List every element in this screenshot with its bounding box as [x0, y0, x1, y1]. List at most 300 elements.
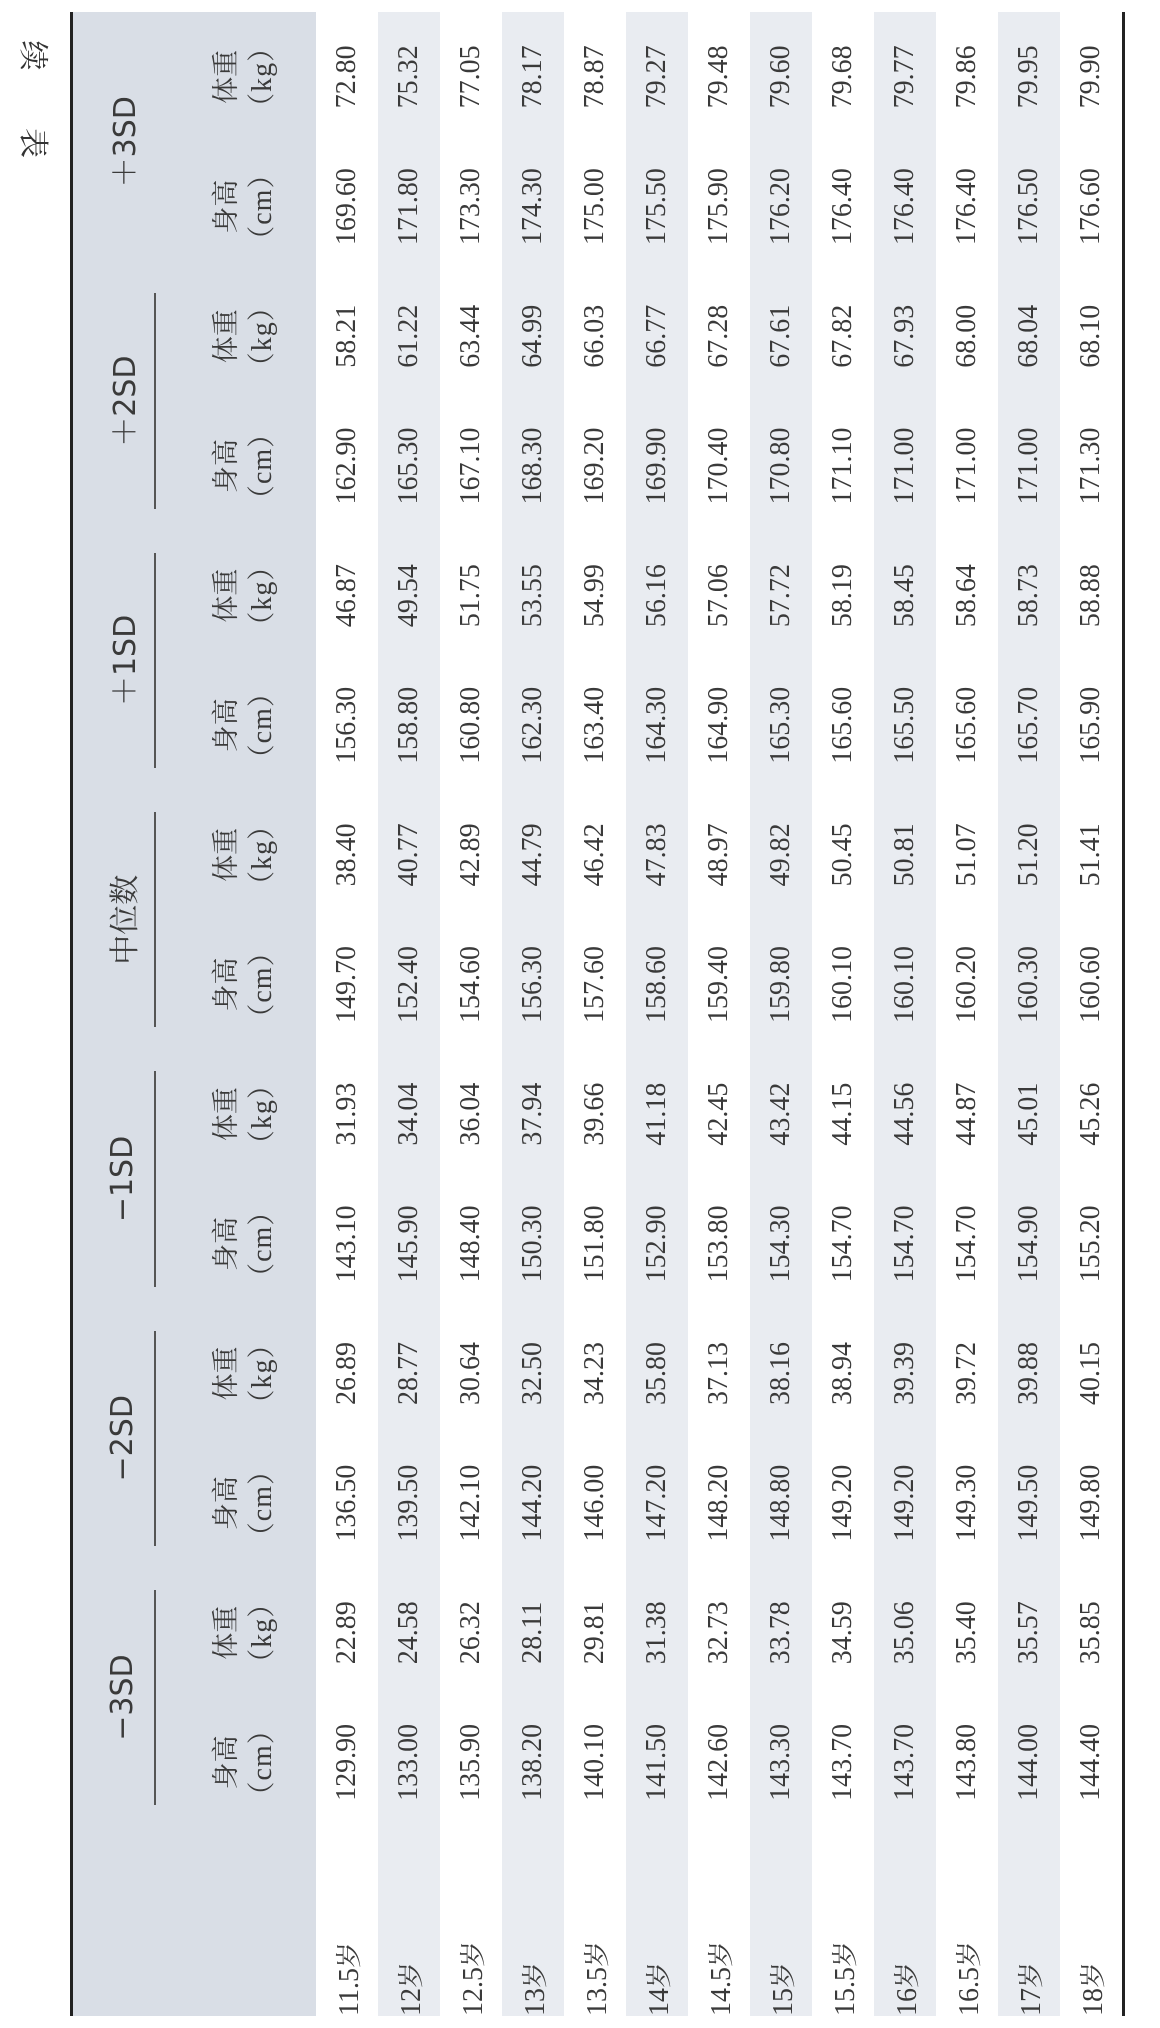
- header-group-row: [70, 12, 174, 2016]
- weight-value-cell: 79.48: [688, 12, 750, 142]
- weight-value-cell: 22.89: [316, 1568, 378, 1698]
- age-cell: [688, 1827, 750, 2016]
- height-value-cell: 159.80: [750, 920, 812, 1050]
- height-value-cell: 160.80: [440, 660, 502, 790]
- weight-value-cell: 30.64: [440, 1309, 502, 1439]
- height-value-cell: 144.40: [1060, 1698, 1122, 1828]
- height-subheader: [174, 1179, 316, 1309]
- weight-label: 体重: [211, 49, 242, 104]
- weight-value-cell: 38.16: [750, 1309, 812, 1439]
- weight-label: 体重: [211, 827, 242, 882]
- height-value-cell: 170.80: [750, 401, 812, 531]
- age-value: 14: [643, 1988, 675, 2016]
- weight-value-cell: 56.16: [626, 531, 688, 661]
- height-unit: （cm）: [247, 937, 278, 1032]
- weight-value-cell: 64.99: [502, 271, 564, 401]
- height-label: 身高: [211, 438, 242, 493]
- weight-value-cell: 26.89: [316, 1309, 378, 1439]
- age-suffix: 岁: [954, 1940, 985, 1967]
- table-row: [316, 12, 378, 2016]
- weight-unit: （kg）: [247, 551, 278, 640]
- table-row: [812, 12, 874, 2016]
- weight-label: 体重: [211, 1346, 242, 1401]
- group-label: −3SD: [104, 1654, 140, 1741]
- age-cell: [316, 1827, 378, 2016]
- height-value-cell: 176.50: [998, 142, 1060, 272]
- weight-subheader: [174, 1309, 316, 1439]
- weight-label: 体重: [211, 309, 242, 364]
- height-value-cell: 175.50: [626, 142, 688, 272]
- height-value-cell: 148.80: [750, 1438, 812, 1568]
- weight-value-cell: 54.99: [564, 531, 626, 661]
- weight-value-cell: 35.06: [874, 1568, 936, 1698]
- height-value-cell: 144.20: [502, 1438, 564, 1568]
- height-value-cell: 176.60: [1060, 142, 1122, 272]
- height-value-cell: 147.20: [626, 1438, 688, 1568]
- height-value-cell: 133.00: [378, 1698, 440, 1828]
- height-value-cell: 138.20: [502, 1698, 564, 1828]
- group-header-median: [70, 790, 174, 1049]
- height-value-cell: 176.40: [874, 142, 936, 272]
- age-value: 13: [519, 1988, 551, 2016]
- weight-value-cell: 37.13: [688, 1309, 750, 1439]
- weight-unit: （kg）: [247, 32, 278, 121]
- weight-value-cell: 51.75: [440, 531, 502, 661]
- weight-value-cell: 50.81: [874, 790, 936, 920]
- height-value-cell: 176.40: [812, 142, 874, 272]
- height-value-cell: 142.10: [440, 1438, 502, 1568]
- height-value-cell: 154.90: [998, 1179, 1060, 1309]
- height-value-cell: 171.10: [812, 401, 874, 531]
- weight-value-cell: 79.90: [1060, 12, 1122, 142]
- age-cell: [750, 1827, 812, 2016]
- weight-value-cell: 35.40: [936, 1568, 998, 1698]
- height-value-cell: 150.30: [502, 1179, 564, 1309]
- height-value-cell: 154.70: [812, 1179, 874, 1309]
- height-value-cell: 158.80: [378, 660, 440, 790]
- height-value-cell: 145.90: [378, 1179, 440, 1309]
- height-value-cell: 158.60: [626, 920, 688, 1050]
- height-value-cell: 135.90: [440, 1698, 502, 1828]
- age-suffix: 岁: [1016, 1961, 1047, 1988]
- weight-value-cell: 58.64: [936, 531, 998, 661]
- group-label: ＋2SD: [108, 355, 143, 447]
- height-label: 身高: [211, 1216, 242, 1271]
- weight-value-cell: 67.82: [812, 271, 874, 401]
- height-unit: （cm）: [247, 159, 278, 254]
- age-suffix: 岁: [830, 1940, 861, 1967]
- weight-value-cell: 79.60: [750, 12, 812, 142]
- weight-value-cell: 78.17: [502, 12, 564, 142]
- height-value-cell: 165.30: [750, 660, 812, 790]
- weight-value-cell: 28.11: [502, 1568, 564, 1698]
- group-header-plus1sd: [70, 531, 174, 790]
- weight-value-cell: 48.97: [688, 790, 750, 920]
- weight-unit: （kg）: [247, 292, 278, 381]
- age-suffix: 岁: [768, 1961, 799, 1988]
- weight-value-cell: 39.66: [564, 1049, 626, 1179]
- weight-value-cell: 29.81: [564, 1568, 626, 1698]
- table-wrapper: [70, 12, 1160, 2016]
- height-value-cell: 162.90: [316, 401, 378, 531]
- weight-value-cell: 42.89: [440, 790, 502, 920]
- height-value-cell: 164.30: [626, 660, 688, 790]
- weight-subheader: [174, 790, 316, 920]
- weight-value-cell: 44.79: [502, 790, 564, 920]
- weight-value-cell: 32.73: [688, 1568, 750, 1698]
- weight-value-cell: 34.23: [564, 1309, 626, 1439]
- height-value-cell: 149.50: [998, 1438, 1060, 1568]
- height-value-cell: 162.30: [502, 660, 564, 790]
- height-value-cell: 169.20: [564, 401, 626, 531]
- weight-value-cell: 35.57: [998, 1568, 1060, 1698]
- height-value-cell: 160.10: [812, 920, 874, 1050]
- weight-value-cell: 61.22: [378, 271, 440, 401]
- weight-value-cell: 33.78: [750, 1568, 812, 1698]
- height-value-cell: 149.30: [936, 1438, 998, 1568]
- height-value-cell: 152.40: [378, 920, 440, 1050]
- height-label: 身高: [211, 957, 242, 1012]
- weight-unit: （kg）: [247, 1329, 278, 1418]
- continued-label-text: 续 表: [15, 40, 50, 182]
- group-label: ＋3SD: [108, 96, 143, 188]
- weight-label: 体重: [211, 1605, 242, 1660]
- age-suffix: 岁: [1078, 1961, 1109, 1988]
- height-subheader: [174, 920, 316, 1050]
- height-value-cell: 143.80: [936, 1698, 998, 1828]
- weight-value-cell: 40.15: [1060, 1309, 1122, 1439]
- weight-subheader: [174, 1568, 316, 1698]
- weight-label: 体重: [211, 568, 242, 623]
- weight-value-cell: 41.18: [626, 1049, 688, 1179]
- age-cell: [936, 1827, 998, 2016]
- group-label: −2SD: [104, 1395, 140, 1482]
- height-value-cell: 170.40: [688, 401, 750, 531]
- height-subheader: [174, 1698, 316, 1828]
- weight-value-cell: 35.85: [1060, 1568, 1122, 1698]
- age-cell: [502, 1827, 564, 2016]
- age-suffix: 岁: [706, 1940, 737, 1967]
- height-unit: （cm）: [247, 1455, 278, 1551]
- height-unit: （cm）: [247, 678, 278, 773]
- weight-value-cell: 32.50: [502, 1309, 564, 1439]
- weight-value-cell: 57.06: [688, 531, 750, 661]
- height-value-cell: 171.80: [378, 142, 440, 272]
- weight-value-cell: 58.88: [1060, 531, 1122, 661]
- weight-value-cell: 39.72: [936, 1309, 998, 1439]
- height-value-cell: 176.20: [750, 142, 812, 272]
- height-value-cell: 169.90: [626, 401, 688, 531]
- table-row: [564, 12, 626, 2016]
- corner-cell: [70, 1827, 316, 2016]
- height-value-cell: 171.00: [936, 401, 998, 531]
- weight-value-cell: 42.45: [688, 1049, 750, 1179]
- weight-value-cell: 47.83: [626, 790, 688, 920]
- weight-unit: （kg）: [247, 810, 278, 899]
- height-subheader: [174, 142, 316, 272]
- weight-value-cell: 31.38: [626, 1568, 688, 1698]
- height-value-cell: 175.00: [564, 142, 626, 272]
- height-value-cell: 160.60: [1060, 920, 1122, 1050]
- weight-value-cell: 75.32: [378, 12, 440, 142]
- weight-value-cell: 31.93: [316, 1049, 378, 1179]
- table-row: [998, 12, 1060, 2016]
- age-value: 12.5: [457, 1967, 489, 2016]
- weight-value-cell: 77.05: [440, 12, 502, 142]
- height-value-cell: 171.00: [874, 401, 936, 531]
- table-row: [440, 12, 502, 2016]
- weight-value-cell: 43.42: [750, 1049, 812, 1179]
- weight-value-cell: 24.58: [378, 1568, 440, 1698]
- weight-value-cell: 36.04: [440, 1049, 502, 1179]
- height-value-cell: 140.10: [564, 1698, 626, 1828]
- height-value-cell: 141.50: [626, 1698, 688, 1828]
- weight-value-cell: 67.93: [874, 271, 936, 401]
- table-row: [1060, 12, 1122, 2016]
- weight-value-cell: 38.40: [316, 790, 378, 920]
- weight-value-cell: 66.77: [626, 271, 688, 401]
- weight-value-cell: 51.20: [998, 790, 1060, 920]
- group-header-plus2sd: [70, 271, 174, 530]
- age-suffix: 岁: [396, 1961, 427, 1988]
- weight-value-cell: 63.44: [440, 271, 502, 401]
- height-value-cell: 167.10: [440, 401, 502, 531]
- height-value-cell: 159.40: [688, 920, 750, 1050]
- weight-value-cell: 66.03: [564, 271, 626, 401]
- table-row: [626, 12, 688, 2016]
- weight-value-cell: 79.77: [874, 12, 936, 142]
- height-value-cell: 153.80: [688, 1179, 750, 1309]
- weight-value-cell: 26.32: [440, 1568, 502, 1698]
- weight-value-cell: 79.27: [626, 12, 688, 142]
- height-value-cell: 168.30: [502, 401, 564, 531]
- table-row: [378, 12, 440, 2016]
- weight-value-cell: 39.88: [998, 1309, 1060, 1439]
- height-value-cell: 160.30: [998, 920, 1060, 1050]
- weight-value-cell: 68.04: [998, 271, 1060, 401]
- height-value-cell: 154.70: [874, 1179, 936, 1309]
- age-value: 14.5: [705, 1967, 737, 2016]
- age-cell: [812, 1827, 874, 2016]
- weight-value-cell: 45.01: [998, 1049, 1060, 1179]
- weight-unit: （kg）: [247, 1588, 278, 1677]
- height-value-cell: 163.40: [564, 660, 626, 790]
- weight-value-cell: 53.55: [502, 531, 564, 661]
- height-value-cell: 149.20: [874, 1438, 936, 1568]
- height-value-cell: 149.80: [1060, 1438, 1122, 1568]
- weight-subheader: [174, 271, 316, 401]
- height-value-cell: 169.60: [316, 142, 378, 272]
- weight-value-cell: 79.68: [812, 12, 874, 142]
- group-label: −1SD: [104, 1135, 140, 1223]
- height-value-cell: 143.70: [812, 1698, 874, 1828]
- height-value-cell: 154.60: [440, 920, 502, 1050]
- weight-value-cell: 49.82: [750, 790, 812, 920]
- height-label: 身高: [211, 1735, 242, 1790]
- height-value-cell: 174.30: [502, 142, 564, 272]
- age-suffix: 岁: [458, 1940, 489, 1967]
- weight-subheader: [174, 531, 316, 661]
- weight-value-cell: 72.80: [316, 12, 378, 142]
- age-cell: [874, 1827, 936, 2016]
- table-row: [936, 12, 998, 2016]
- height-value-cell: 142.60: [688, 1698, 750, 1828]
- continued-label: [0, 0, 60, 2028]
- age-value: 18: [1077, 1988, 1109, 2016]
- height-value-cell: 160.20: [936, 920, 998, 1050]
- weight-value-cell: 58.45: [874, 531, 936, 661]
- age-cell: [440, 1827, 502, 2016]
- table-top-rule: [70, 12, 73, 2016]
- weight-value-cell: 34.59: [812, 1568, 874, 1698]
- height-value-cell: 171.30: [1060, 401, 1122, 531]
- height-value-cell: 149.70: [316, 920, 378, 1050]
- height-value-cell: 165.60: [936, 660, 998, 790]
- age-suffix: 岁: [520, 1961, 551, 1988]
- age-suffix: 岁: [582, 1940, 613, 1967]
- weight-value-cell: 58.73: [998, 531, 1060, 661]
- height-unit: （cm）: [247, 1715, 278, 1810]
- weight-subheader: [174, 1049, 316, 1179]
- height-value-cell: 154.70: [936, 1179, 998, 1309]
- height-value-cell: 146.00: [564, 1438, 626, 1568]
- weight-value-cell: 46.42: [564, 790, 626, 920]
- height-label: 身高: [211, 179, 242, 234]
- weight-value-cell: 35.80: [626, 1309, 688, 1439]
- table-row: [688, 12, 750, 2016]
- height-value-cell: 156.30: [316, 660, 378, 790]
- height-value-cell: 160.10: [874, 920, 936, 1050]
- age-value: 15: [767, 1988, 799, 2016]
- height-value-cell: 165.60: [812, 660, 874, 790]
- height-value-cell: 148.40: [440, 1179, 502, 1309]
- age-value: 16: [891, 1988, 923, 2016]
- age-cell: [1060, 1827, 1122, 2016]
- height-value-cell: 165.30: [378, 401, 440, 531]
- weight-value-cell: 44.87: [936, 1049, 998, 1179]
- height-value-cell: 144.00: [998, 1698, 1060, 1828]
- weight-value-cell: 34.04: [378, 1049, 440, 1179]
- header-sub-row: [174, 12, 316, 2016]
- growth-reference-table: [70, 12, 1122, 2016]
- weight-value-cell: 51.41: [1060, 790, 1122, 920]
- group-header-plus3sd: [70, 12, 174, 271]
- weight-value-cell: 68.10: [1060, 271, 1122, 401]
- weight-value-cell: 28.77: [378, 1309, 440, 1439]
- weight-value-cell: 57.72: [750, 531, 812, 661]
- age-value: 15.5: [829, 1967, 861, 2016]
- height-value-cell: 154.30: [750, 1179, 812, 1309]
- age-suffix: 岁: [334, 1942, 365, 1969]
- weight-value-cell: 67.28: [688, 271, 750, 401]
- age-suffix: 岁: [892, 1961, 923, 1988]
- weight-value-cell: 67.61: [750, 271, 812, 401]
- weight-value-cell: 37.94: [502, 1049, 564, 1179]
- table-body: [316, 12, 1122, 2016]
- weight-value-cell: 39.39: [874, 1309, 936, 1439]
- height-value-cell: 165.70: [998, 660, 1060, 790]
- height-unit: （cm）: [247, 1196, 278, 1291]
- weight-value-cell: 40.77: [378, 790, 440, 920]
- age-cell: [378, 1827, 440, 2016]
- height-value-cell: 155.20: [1060, 1179, 1122, 1309]
- height-value-cell: 171.00: [998, 401, 1060, 531]
- weight-value-cell: 68.00: [936, 271, 998, 401]
- age-value: 13.5: [581, 1967, 613, 2016]
- height-value-cell: 143.30: [750, 1698, 812, 1828]
- height-subheader: [174, 1438, 316, 1568]
- weight-value-cell: 79.95: [998, 12, 1060, 142]
- age-cell: [564, 1827, 626, 2016]
- height-value-cell: 151.80: [564, 1179, 626, 1309]
- height-value-cell: 165.90: [1060, 660, 1122, 790]
- weight-value-cell: 58.21: [316, 271, 378, 401]
- height-value-cell: 129.90: [316, 1698, 378, 1828]
- weight-value-cell: 58.19: [812, 531, 874, 661]
- table-row: [874, 12, 936, 2016]
- group-header-minus3sd: [70, 1568, 174, 1827]
- group-label: ＋1SD: [108, 614, 143, 707]
- height-value-cell: 175.90: [688, 142, 750, 272]
- height-value-cell: 165.50: [874, 660, 936, 790]
- height-unit: （cm）: [247, 418, 278, 514]
- age-cell: [626, 1827, 688, 2016]
- height-value-cell: 152.90: [626, 1179, 688, 1309]
- group-label: 中位数: [108, 874, 143, 965]
- height-value-cell: 157.60: [564, 920, 626, 1050]
- age-value: 16.5: [953, 1967, 985, 2016]
- height-value-cell: 139.50: [378, 1438, 440, 1568]
- height-subheader: [174, 660, 316, 790]
- weight-value-cell: 44.15: [812, 1049, 874, 1179]
- age-value: 17: [1015, 1988, 1047, 2016]
- height-value-cell: 164.90: [688, 660, 750, 790]
- weight-unit: （kg）: [247, 1070, 278, 1159]
- weight-subheader: [174, 12, 316, 142]
- height-value-cell: 143.70: [874, 1698, 936, 1828]
- weight-value-cell: 78.87: [564, 12, 626, 142]
- weight-label: 体重: [211, 1087, 242, 1142]
- weight-value-cell: 46.87: [316, 531, 378, 661]
- weight-value-cell: 38.94: [812, 1309, 874, 1439]
- height-value-cell: 173.30: [440, 142, 502, 272]
- weight-value-cell: 51.07: [936, 790, 998, 920]
- table-row: [750, 12, 812, 2016]
- weight-value-cell: 45.26: [1060, 1049, 1122, 1179]
- height-label: 身高: [211, 698, 242, 753]
- height-value-cell: 143.10: [316, 1179, 378, 1309]
- table-row: [502, 12, 564, 2016]
- weight-value-cell: 50.45: [812, 790, 874, 920]
- height-value-cell: 148.20: [688, 1438, 750, 1568]
- group-header-minus2sd: [70, 1309, 174, 1568]
- age-suffix: 岁: [644, 1961, 675, 1988]
- height-value-cell: 149.20: [812, 1438, 874, 1568]
- group-header-minus1sd: [70, 1049, 174, 1308]
- age-cell: [998, 1827, 1060, 2016]
- weight-value-cell: 44.56: [874, 1049, 936, 1179]
- height-value-cell: 156.30: [502, 920, 564, 1050]
- height-value-cell: 136.50: [316, 1438, 378, 1568]
- height-subheader: [174, 401, 316, 531]
- height-value-cell: 176.40: [936, 142, 998, 272]
- height-label: 身高: [211, 1476, 242, 1531]
- weight-value-cell: 49.54: [378, 531, 440, 661]
- age-value: 12: [395, 1988, 427, 2016]
- weight-value-cell: 79.86: [936, 12, 998, 142]
- table-bottom-rule: [1122, 12, 1125, 2016]
- age-value: 11.5: [333, 1968, 365, 2016]
